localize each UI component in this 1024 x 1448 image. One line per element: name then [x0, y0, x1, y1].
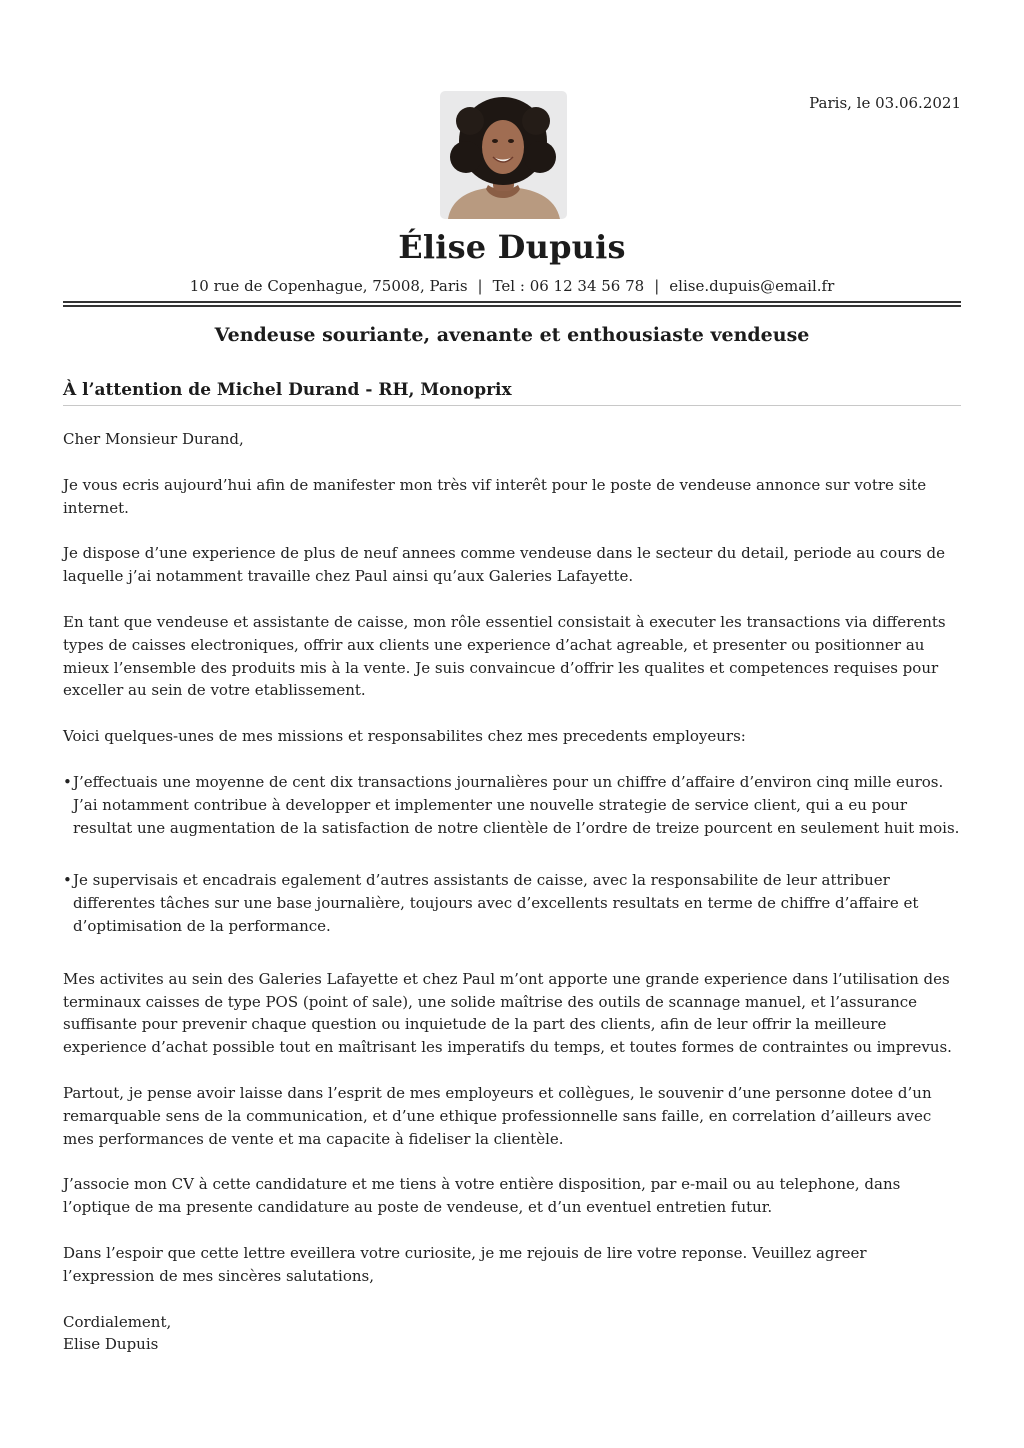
letter-date: Paris, le 03.06.2021	[809, 94, 961, 112]
portrait-image	[440, 91, 567, 219]
attention-line: À l’attention de Michel Durand - RH, Monoprix	[63, 380, 961, 406]
header-divider	[63, 301, 961, 307]
contact-separator: |	[477, 277, 483, 295]
paragraph: J’associe mon CV à cette candidature et me tiens à votre entière disposition, par e-mail ou au telephone, dans l’optique de ma presente candidature au poste de vendeuse, et d’un eventuel entretien futur.	[63, 1175, 901, 1217]
letter-headline: Vendeuse souriante, avenante et enthousiaste vendeuse	[214, 324, 810, 346]
contact-phone: Tel : 06 12 34 56 78	[492, 277, 645, 295]
paragraph: Dans l’espoir que cette lettre eveillera votre curiosite, je me rejouis de lire votre reponse. Veuillez agreer l’expression de mes sincères salutations,	[63, 1243, 867, 1285]
signature-block	[63, 1311, 961, 1357]
list-item-text: Je supervisais et encadrais egalement d’autres assistants de caisse, avec la responsabilite de leur attribuer differentes tâches sur une base journalière, toujours avec d’excellents resultats en terme de chiffre d’affaire et d’optimisation de la performance.	[73, 871, 919, 935]
paragraph: Partout, je pense avoir laisse dans l’esprit de mes employeurs et collègues, le souvenir d’une personne dotee d’un remarquable sens de la communication, et d’une ethique professionnelle sans faille, en correlation d’ailleurs avec mes performances de vente et ma capacite à fideliser la clientèle.	[63, 1083, 932, 1148]
bullet-icon: •	[63, 871, 72, 890]
paragraph: En tant que vendeuse et assistante de caisse, mon rôle essentiel consistait à executer les transactions via differents types de caisses electroniques, offrir aux clients une experience d’achat agreable, et presenter ou positionner au mieux l’ensemble des produits mis à la vente. Je suis convaincue d’offrir les qualites et competences requises pour exceller au sein de votre etablissement.	[63, 612, 946, 700]
paragraph: Je dispose d’une experience de plus de neuf annees comme vendeuse dans le secteur du detail, periode au cours de laquelle j’ai notamment travaille chez Paul ainsi qu’aux Galeries Lafayette.	[63, 544, 945, 586]
contact-separator: |	[654, 277, 660, 295]
signature-name: Elise Dupuis	[63, 1335, 159, 1354]
paragraph: Mes activites au sein des Galeries Lafayette et chez Paul m’ont apporte une grande experience dans l’utilisation des terminaux caisses de type POS (point of sale), une solide maîtrise des outils de scannage manuel, et l’assurance suffisante pour prevenir chaque question ou inquietude de la part des clients, afin de leur offrir la meilleure experience d’achat possible tout en maîtrisant les imperatifs du temps, et toutes formes de contraintes ou imprevus.	[63, 969, 952, 1057]
paragraph: Je vous ecris aujourd’hui afin de manifester mon très vif interêt pour le poste de vendeuse annonce sur votre site internet.	[63, 475, 927, 517]
contact-address: 10 rue de Copenhague, 75008, Paris	[189, 277, 468, 295]
contact-email: elise.dupuis@email.fr	[669, 277, 835, 295]
applicant-name: Élise Dupuis	[398, 228, 626, 266]
letter-body	[63, 428, 961, 1356]
greeting: Cher Monsieur Durand,	[63, 430, 244, 448]
portrait-photo	[440, 91, 567, 219]
list-item-text: J’effectuais une moyenne de cent dix transactions journalières pour un chiffre d’affaire d’environ cinq mille euros. J’ai notamment contribue à developper et implementer une nouvelle strategie de service client, qui a eu pour resultat une augmentation de la satisfaction de notre clientèle de l’ordre de treize pourcent en seulement huit mois.	[73, 772, 960, 837]
list-item	[63, 771, 961, 839]
contact-line	[0, 277, 1024, 295]
paragraph: Voici quelques-unes de mes missions et responsabilites chez mes precedents employeurs:	[63, 727, 746, 746]
bullet-icon: •	[63, 772, 72, 791]
list-item	[63, 869, 961, 937]
responsibilities-list	[63, 771, 961, 938]
signoff: Cordialement,	[63, 1312, 172, 1331]
